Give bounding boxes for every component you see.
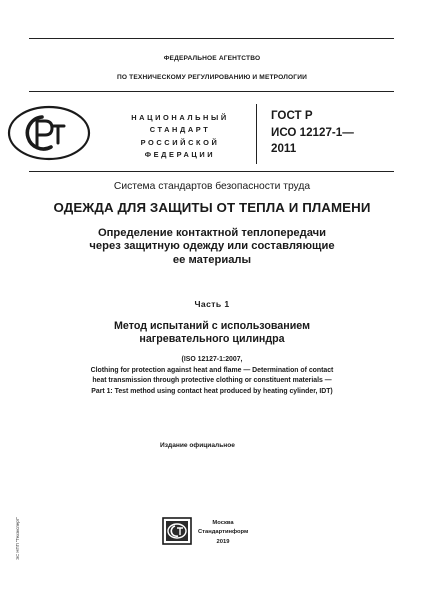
vertical-divider xyxy=(256,104,257,164)
official-edition-label: Издание официальное xyxy=(160,442,235,449)
publication-year: 2019 xyxy=(216,538,230,545)
standard-label-line: НАЦИОНАЛЬНЫЙ xyxy=(131,113,229,122)
document-subtitle xyxy=(0,227,424,267)
standard-label-line: ФЕДЕРАЦИИ xyxy=(144,149,216,159)
part-number: Часть 1 xyxy=(194,299,230,309)
standards-system-title: Система стандартов безопасности труда xyxy=(113,181,311,192)
standard-code-line: ИСО 12127-1— xyxy=(271,125,354,139)
subtitle-line: ее материалы xyxy=(172,253,252,266)
test-method-title xyxy=(0,320,424,347)
standard-code-line: 2011 xyxy=(271,142,297,155)
standard-code xyxy=(271,108,411,158)
side-watermark-note: ЭС НПП "Техэксперт" xyxy=(15,517,20,560)
publisher-city: Москва xyxy=(212,520,234,526)
iso-reference xyxy=(0,355,424,398)
standard-label-line: СТАНДАРТ xyxy=(149,125,211,135)
title-rule xyxy=(29,171,394,172)
iso-reference-line: Part 1: Test method using contact heat produced by heating cylinder, IDT) xyxy=(91,388,333,396)
standartinform-logo-icon xyxy=(162,517,192,545)
document-main-title: ОДЕЖДА ДЛЯ ЗАЩИТЫ ОТ ТЕПЛА И ПЛАМЕНИ xyxy=(53,200,371,215)
iso-reference-line: (ISO 12127-1:2007, xyxy=(181,356,243,363)
subtitle-line: Определение контактной теплопередачи xyxy=(97,227,327,239)
gost-r-logo-icon xyxy=(6,104,92,162)
agency-name-line2: ПО ТЕХНИЧЕСКОМУ РЕГУЛИРОВАНИЮ И МЕТРОЛОГИИ xyxy=(117,74,307,81)
method-line: Метод испытаний с использованием xyxy=(114,320,310,332)
standard-label-line: РОССИЙСКОЙ xyxy=(140,137,220,147)
subtitle-line: через защитную одежду или составляющие xyxy=(89,240,335,253)
standard-code-line: ГОСТ Р xyxy=(271,109,313,122)
publisher-name: Стандартинформ xyxy=(198,529,249,536)
iso-reference-line: Clothing for protection against heat and flame — Determination of contact xyxy=(90,366,334,374)
publisher-info xyxy=(198,519,248,547)
national-standard-label xyxy=(116,112,244,161)
top-rule xyxy=(29,38,394,39)
agency-name-line1: ФЕДЕРАЛЬНОЕ АГЕНТСТВО xyxy=(163,55,261,62)
header-rule xyxy=(29,91,394,92)
iso-reference-line: heat transmission through protective clothing or constituent materials — xyxy=(92,377,332,385)
method-line: нагревательного цилиндра xyxy=(139,333,285,346)
